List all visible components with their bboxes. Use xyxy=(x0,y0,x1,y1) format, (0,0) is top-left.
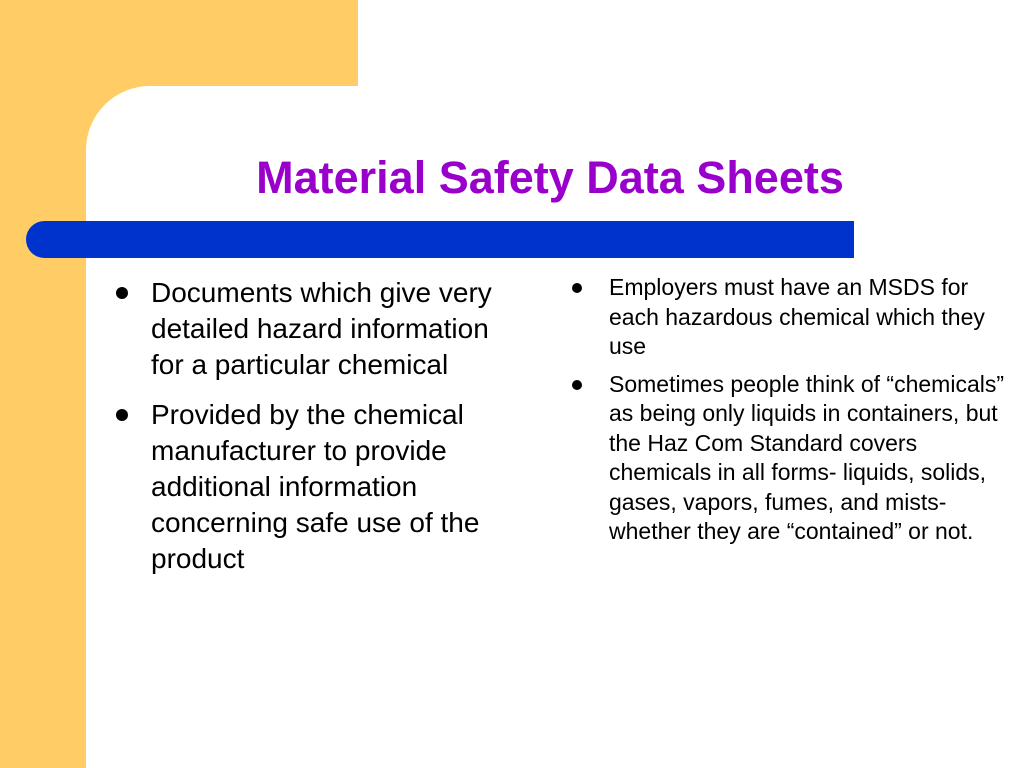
right-bullet-list xyxy=(568,273,1008,555)
title-underline-bar xyxy=(26,221,854,258)
list-item xyxy=(112,397,517,577)
bullet-dot-icon xyxy=(572,380,582,390)
left-bullet-list xyxy=(112,275,517,591)
bullet-dot-icon xyxy=(572,283,582,293)
bullet-text: Sometimes people think of “chemicals” as being only liquids in containers, but the Haz Com Standard covers chemicals in all forms- liquids, solids, gases, vapors, fumes, and mists- whether they are “contained” or not. xyxy=(609,370,1004,544)
bullet-text: Provided by the chemical manufacturer to provide additional information concerning safe use of the product xyxy=(151,399,480,574)
bullet-text: Employers must have an MSDS for each hazardous chemical which they use xyxy=(609,274,985,359)
list-item xyxy=(568,273,1008,362)
list-item xyxy=(112,275,517,383)
bullet-dot-icon xyxy=(116,409,128,421)
bullet-text: Documents which give very detailed hazard information for a particular chemical xyxy=(151,277,492,380)
bullet-dot-icon xyxy=(116,287,128,299)
list-item xyxy=(568,370,1008,547)
slide-title: Material Safety Data Sheets xyxy=(256,152,844,203)
